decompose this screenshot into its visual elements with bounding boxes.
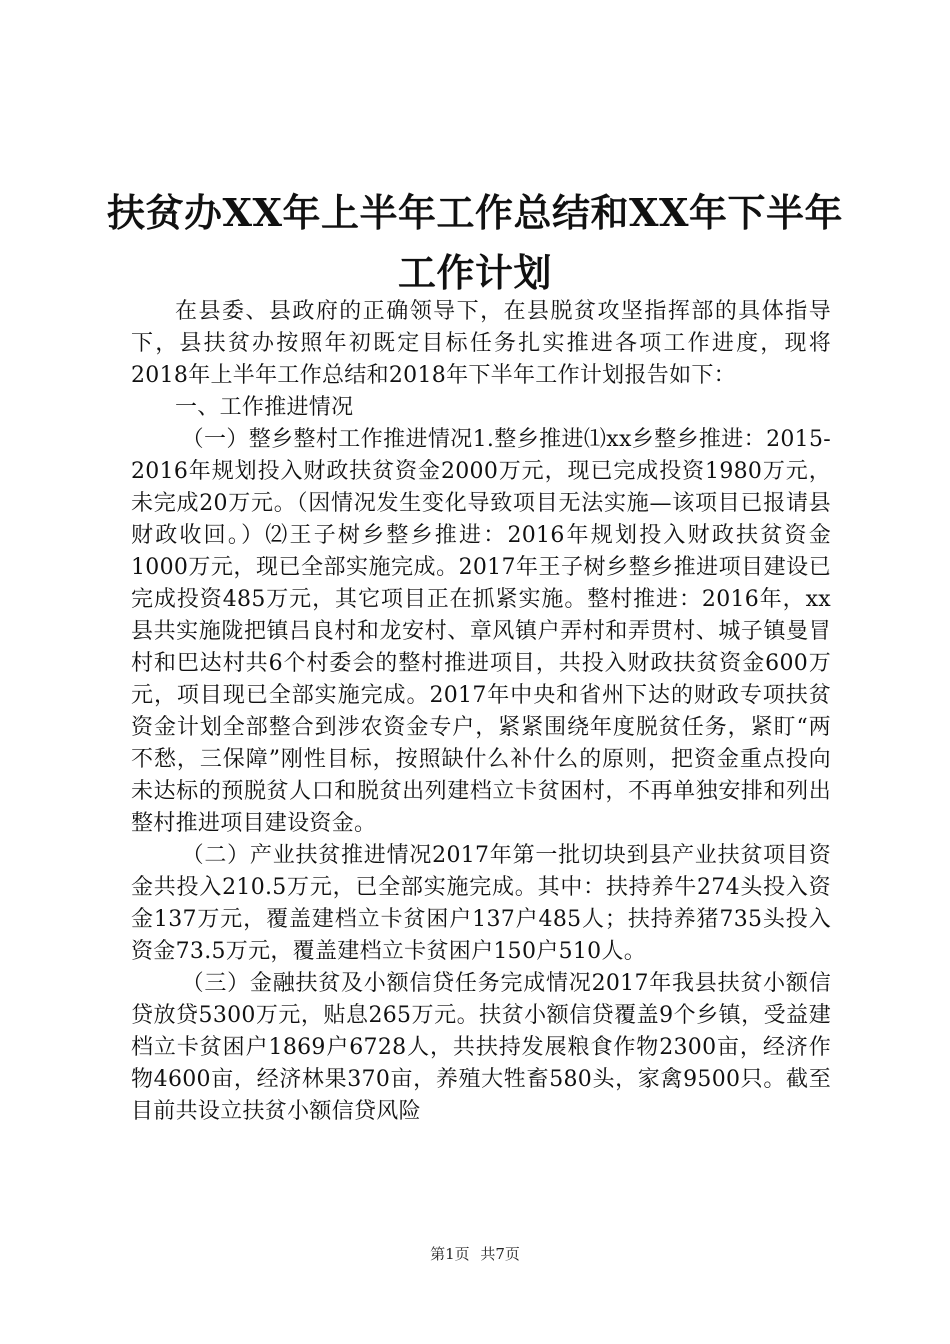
document-body: [131, 296, 831, 1128]
document-title: 扶贫办XX年上半年工作总结和XX年下半年工作计划: [107, 190, 843, 296]
section-heading: 一、工作推进情况: [175, 395, 354, 420]
page-footer: [0, 1244, 950, 1264]
page-total: 共7页: [480, 1245, 520, 1263]
page-number: 第1页: [430, 1245, 470, 1263]
paragraph-industry: （二）产业扶贫推进情况2017年第一批切块到县产业扶贫项目资金共投入210.5万元，已全部实施完成。其中：扶持养牛274头投入资金137万元，覆盖建档立卡贫困户137户485人；扶持养猪735头投入资金73.5万元，覆盖建档立卡贫困户150户510人。: [131, 843, 831, 964]
paragraph-finance: （三）金融扶贫及小额信贷任务完成情况2017年我县扶贫小额信贷放贷5300万元，贴息265万元。扶贫小额信贷覆盖9个乡镇，受益建档立卡贫困户1869户6728人，共扶持发展粮食作物2300亩，经济作物4600亩，经济林果370亩，养殖大牲畜580头，家禽9500只。截至目前共设立扶贫小额信贷风险: [131, 971, 831, 1124]
intro-paragraph: 在县委、县政府的正确领导下，在县脱贫攻坚指挥部的具体指导下，县扶贫办按照年初既定目标任务扎实推进各项工作进度，现将2018年上半年工作总结和2018年下半年工作计划报告如下：: [131, 299, 831, 388]
paragraph-township-village: （一）整乡整村工作推进情况1.整乡推进⑴xx乡整乡推进：2015-2016年规划投入财政扶贫资金2000万元，现已完成投资1980万元，未完成20万元。（因情况发生变化导致项目无法实施—该项目已报请县财政收回。）⑵王子树乡整乡推进：2016年规划投入财政扶贫资金1000万元，现已全部实施完成。2017年王子树乡整乡推进项目建设已完成投资485万元，其它项目正在抓紧实施。整村推进：2016年，xx县共实施陇把镇吕良村和龙安村、章风镇户弄村和弄贯村、城子镇曼冒村和巴达村共6个村委会的整村推进项目，共投入财政扶贫资金600万元，项目现已全部实施完成。2017年中央和省州下达的财政专项扶贫资金计划全部整合到涉农资金专户，紧紧围绕年度脱贫任务，紧盯“两不愁，三保障”刚性目标，按照缺什么补什么的原则，把资金重点投向未达标的预脱贫人口和脱贫出列建档立卡贫困村，不再单独安排和列出整村推进项目建设资金。: [131, 427, 831, 836]
